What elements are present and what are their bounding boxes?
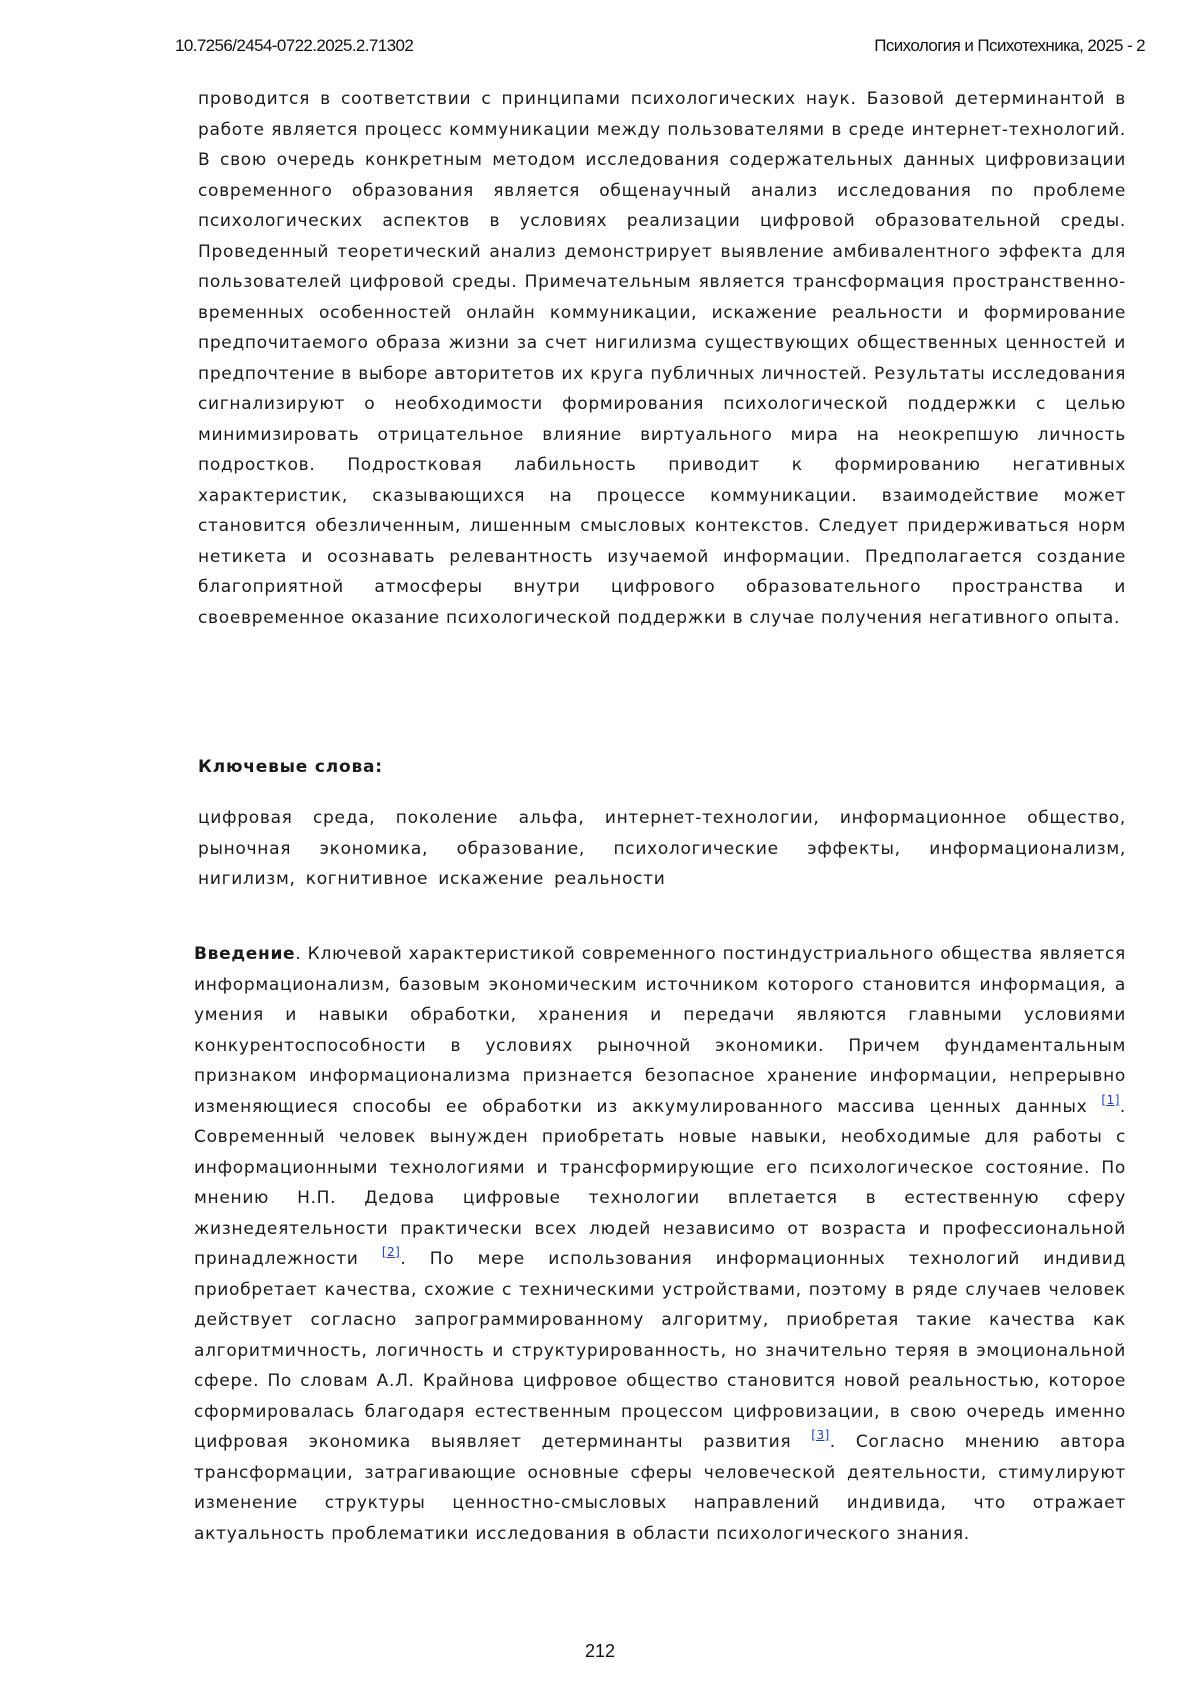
keywords-paragraph: цифровая среда, поколение альфа, интернет-технологии, информационное общество, рыночная экономика, образование, психологические эффекты, информационализм, нигилизм, когнитивное искажение реальности bbox=[198, 803, 1126, 895]
intro-text-part-2: . Современный человек вынужден приобретать новые навыки, необходимые для работы с информационными технологиями и трансформирующие его психологическое состояние. По мнению Н.П. Дедова цифровые технологии вплетается в естественную сферу жизнедеятельности практически всех людей независимо от возраста и профессиональной принадлежности bbox=[194, 1097, 1126, 1270]
doi-label: 10.7256/2454-0722.2025.2.71302 bbox=[175, 36, 413, 56]
introduction-paragraph bbox=[194, 939, 1126, 1549]
abstract-paragraph: проводится в соответствии с принципами психологических наук. Базовой детерминантой в работе является процесс коммуникации между пользователями в среде интернет-технологий. В свою очередь конкретным методом исследования содержательных данных цифровизации современного образования является общенаучный анализ исследования по проблеме психологических аспектов в условиях реализации цифровой образовательной среды. Проведенный теоретический анализ демонстрирует выявление амбивалентного эффекта для пользователей цифровой среды. Примечательным является трансформация пространственно-временных особенностей онлайн коммуникации, искажение реальности и формирование предпочитаемого образа жизни за счет нигилизма существующих общественных ценностей и предпочтение в выборе авторитетов их круга публичных личностей. Результаты исследования сигнализируют о необходимости формирования психологической поддержки с целью минимизировать отрицательное влияние виртуального мира на неокрепшую личность подростков. Подростковая лабильность приводит к формированию негативных характеристик, сказывающихся на процессе коммуникации. взаимодействие может становится обезличенным, лишенным смысловых контекстов. Следует придерживаться норм нетикета и осознавать релевантность изучаемой информации. Предполагается создание благоприятной атмосферы внутри цифрового образовательного пространства и своевременное оказание психологической поддержки в случае получения негативного опыта. bbox=[198, 84, 1126, 633]
keywords-heading: Ключевые слова: bbox=[198, 757, 383, 777]
intro-text-part-1: . Ключевой характеристикой современного постиндустриального общества является информационализм, базовым экономическим источником которого становится информация, а умения и навыки обработки, хранения и передачи являются главными условиями конкурентоспособности в условиях рыночной экономики. Причем фундаментальным признаком информационализма признается безопасное хранение информации, непрерывно изменяющиеся способы ее обработки из аккумулированного массива ценных данных bbox=[194, 944, 1126, 1117]
intro-text-part-4: . Согласно мнению автора трансформации, затрагивающие основные сферы человеческой деятельности, стимулируют изменение структуры ценностно-смысловых направлений индивида, что отражает актуальность проблематики исследования в области психологического знания. bbox=[194, 1432, 1126, 1544]
page-number: 212 bbox=[0, 1641, 1200, 1662]
reference-link-2[interactable]: [2] bbox=[382, 1245, 401, 1259]
reference-link-3[interactable]: [3] bbox=[811, 1428, 830, 1442]
introduction-heading: Введение bbox=[194, 944, 295, 964]
journal-title: Психология и Психотехника, 2025 - 2 bbox=[874, 36, 1145, 56]
reference-link-1[interactable]: [1] bbox=[1101, 1093, 1120, 1107]
page-header bbox=[175, 36, 1145, 60]
intro-text-part-3: . По мере использования информационных технологий индивид приобретает качества, схожие с техническими устройствами, поэтому в ряде случаев человек действует согласно запрограммированному алгоритму, приобретая такие качества как алгоритмичность, логичность и структурированность, но значительно теряя в эмоциональной сфере. По словам А.Л. Крайнова цифровое общество становится новой реальностью, которое сформировалась благодаря естественным процессом цифровизации, в свою очередь именно цифровая экономика выявляет детерминанты развития bbox=[194, 1249, 1126, 1452]
